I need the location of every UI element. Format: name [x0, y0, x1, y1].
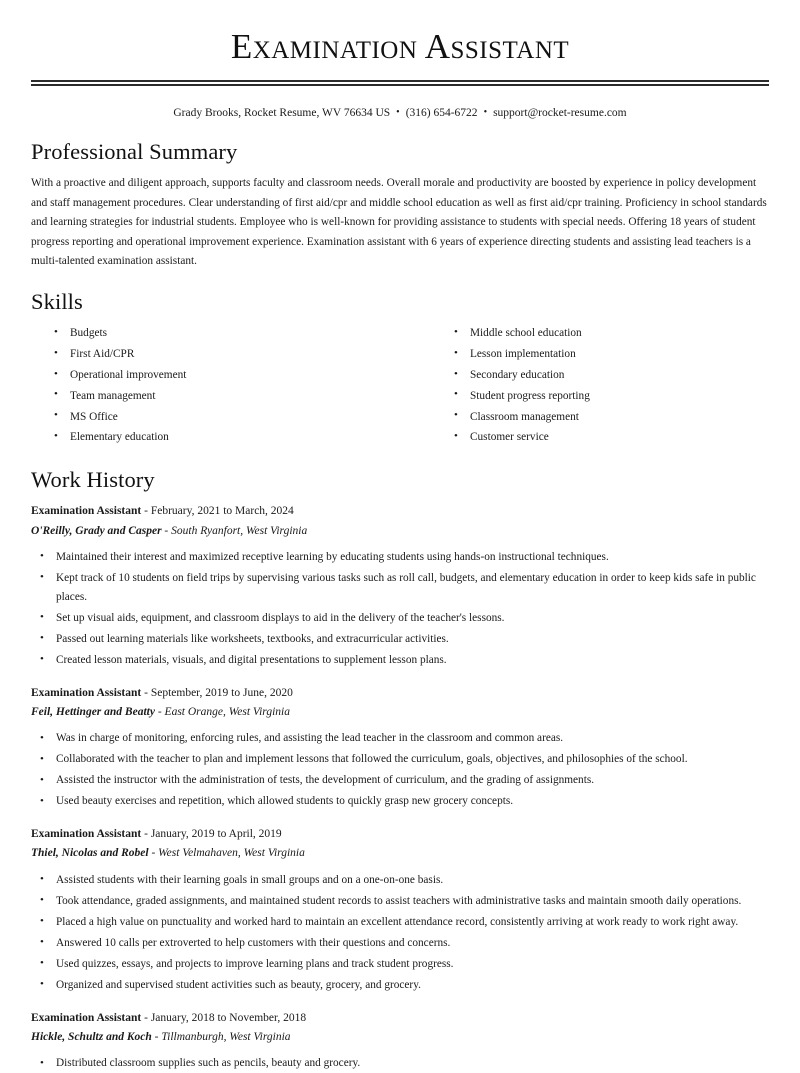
section-heading-work-history: Work History [31, 467, 155, 493]
job-duty-item: • Organized and supervised student activities such as beauty, grocery, and grocery. [31, 976, 769, 995]
job-company-location-separator: - [154, 705, 165, 718]
contact-line [31, 105, 769, 121]
skills-right-column [400, 324, 769, 449]
job-duty-item: • Took attendance, graded assignments, and maintained student records to assist teachers with administrative tasks and maintain smooth daily operations. [31, 892, 769, 911]
skill-item: • Classroom management [453, 408, 769, 426]
job-company-location-separator: - [161, 524, 172, 537]
skill-item: • Team management [53, 387, 400, 405]
work-history-section [31, 466, 769, 1073]
job-title-date-separator: - [141, 505, 151, 518]
job-entry [31, 1009, 769, 1073]
job-title-date-separator: - [141, 1011, 151, 1024]
job-location: East Orange, West Virginia [164, 705, 290, 718]
skills-list-left [53, 324, 400, 446]
job-duty-item: • Created lesson materials, visuals, and digital presentations to supplement lesson plans. [31, 651, 769, 670]
job-company-line [31, 1028, 769, 1047]
job-duty-item: • Used beauty exercises and repetition, which allowed students to quickly grasp new grocery concepts. [31, 792, 769, 811]
page-title: Examination Assistant [230, 27, 570, 66]
contact-phone: (316) 654-6722 [405, 107, 478, 120]
job-dates: September, 2019 to June, 2020 [150, 686, 293, 699]
skill-item: • Operational improvement [53, 366, 400, 384]
job-duty-item: • Placed a high value on punctuality and worked hard to maintain an excellent attendance record, consistently arriving at work ready to work right away. [31, 913, 769, 932]
skill-item: • Secondary education [453, 366, 769, 384]
job-duty-item: • Kept track of 10 students on field trips by supervising various tasks such as roll call, budgets, and elementary education in order to keep kids safe in public places. [31, 569, 769, 607]
header-divider [31, 80, 769, 86]
job-title: Examination Assistant [31, 505, 142, 518]
job-duty-item: • Assisted the instructor with the administration of tests, the development of curriculum, and the grading of assignments. [31, 771, 769, 790]
job-duty-item: • Set up visual aids, equipment, and classroom displays to aid in the delivery of the teacher's lessons. [31, 609, 769, 628]
job-entry [31, 502, 769, 669]
section-heading-summary: Professional Summary [31, 139, 238, 165]
skill-item: • First Aid/CPR [53, 345, 400, 363]
contact-separator-1: • [396, 107, 400, 119]
skills-list-right [453, 324, 769, 446]
skill-item: • Middle school education [453, 324, 769, 342]
job-title: Examination Assistant [31, 1011, 142, 1024]
skill-item: • Customer service [453, 428, 769, 446]
job-duty-item: • Was in charge of monitoring, enforcing rules, and assisting the lead teacher in the classroom and common areas. [31, 729, 769, 748]
job-dates: January, 2019 to April, 2019 [150, 828, 282, 841]
job-duty-item: • Assisted students with their learning goals in small groups and on a one-on-one basis. [31, 871, 769, 890]
job-duty-item: • Collaborated with the teacher to plan and implement lessons that followed the curriculum, goals, objectives, and philosophies of the school. [31, 750, 769, 769]
professional-summary-section [31, 138, 769, 271]
job-dates: February, 2021 to March, 2024 [150, 505, 294, 518]
job-company-location-separator: - [148, 847, 159, 860]
job-dates: January, 2018 to November, 2018 [150, 1011, 307, 1024]
job-duties-list [31, 729, 769, 811]
job-location: South Ryanfort, West Virginia [171, 524, 308, 537]
job-location: West Velmahaven, West Virginia [158, 847, 305, 860]
job-title-line [31, 825, 769, 844]
job-title-line [31, 1009, 769, 1028]
job-company: Hickle, Schultz and Koch [31, 1030, 152, 1043]
skills-columns [31, 324, 769, 449]
job-duty-item: • Distributed classroom supplies such as pencils, beauty and grocery. [31, 1054, 769, 1073]
skills-section [31, 288, 769, 449]
job-duties-list [31, 1054, 769, 1073]
job-title-line [31, 502, 769, 521]
job-company-line [31, 703, 769, 722]
job-duty-item: • Used quizzes, essays, and projects to improve learning plans and track student progress. [31, 955, 769, 974]
job-duties-list [31, 548, 769, 670]
job-company: O'Reilly, Grady and Casper [31, 524, 162, 537]
job-title-date-separator: - [141, 686, 151, 699]
job-list [31, 502, 769, 1073]
contact-separator-2: • [483, 107, 488, 119]
job-title: Examination Assistant [31, 686, 142, 699]
job-title: Examination Assistant [31, 828, 142, 841]
job-duties-list [31, 871, 769, 995]
skill-item: • Elementary education [53, 428, 400, 446]
contact-email: support@rocket-resume.com [493, 107, 627, 120]
skill-item: • Lesson implementation [453, 345, 769, 363]
job-entry [31, 825, 769, 994]
job-entry [31, 684, 769, 812]
job-company: Feil, Hettinger and Beatty [31, 705, 155, 718]
job-company-location-separator: - [151, 1030, 162, 1043]
skill-item: • Student progress reporting [453, 387, 769, 405]
skills-left-column [31, 324, 400, 449]
job-company-line [31, 844, 769, 863]
contact-name-address: Grady Brooks, Rocket Resume, WV 76634 US [173, 107, 391, 120]
job-location: Tillmanburgh, West Virginia [161, 1030, 291, 1043]
skill-item: • MS Office [53, 408, 400, 426]
job-title-line [31, 684, 769, 703]
skill-item: • Budgets [53, 324, 400, 342]
job-company-line [31, 522, 769, 541]
job-company: Thiel, Nicolas and Robel [31, 847, 149, 860]
divider-thin-line [31, 84, 769, 86]
job-duty-item: • Maintained their interest and maximized receptive learning by educating students using hands-on instructional techniques. [31, 548, 769, 567]
job-duty-item: • Passed out learning materials like worksheets, textbooks, and extracurricular activities. [31, 630, 769, 649]
summary-text: With a proactive and diligent approach, supports faculty and classroom needs. Overall morale and productivity are boosted by experience in policy development and staff management procedures. Clear understanding of first aid/cpr and middle school education as well as first aid/cpr training. Proficiency in school standards and learning strategies for industrial students. Employee who is well-known for providing assistance to students with special needs. Offering 18 years of student progress reporting and operational improvement experience. Examination assistant with 6 years of experience directing students and assisting lead teachers is a multi-talented examination assistant. [31, 177, 767, 268]
job-duty-item: • Answered 10 calls per extroverted to help customers with their questions and concerns. [31, 934, 769, 953]
section-heading-skills: Skills [31, 289, 83, 315]
job-title-date-separator: - [141, 828, 151, 841]
